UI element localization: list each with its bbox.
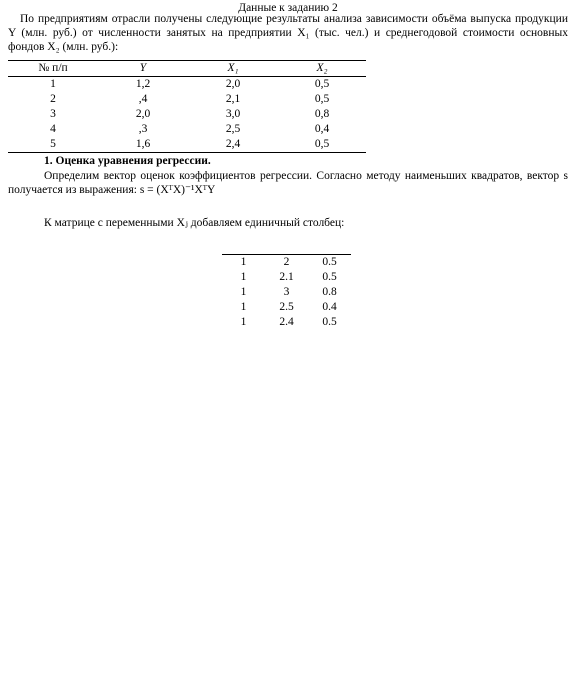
- table-row: [222, 285, 351, 300]
- matrix-table: [222, 254, 351, 330]
- matrix-intro-text: К матрице с переменными Xⱼ добавляем единичный столбец:: [44, 217, 345, 229]
- cell: 2,5: [225, 122, 241, 135]
- table-row: [8, 77, 366, 93]
- table-row: [8, 107, 366, 122]
- cell: 2,4: [225, 137, 241, 150]
- table-row: [222, 300, 351, 315]
- document-title: Данные к заданию 2: [238, 2, 338, 14]
- data-table-header: [8, 61, 366, 77]
- cell: 3,0: [225, 107, 241, 120]
- section-heading: 1. Оценка уравнения регрессии.: [44, 155, 211, 167]
- intro-paragraph: [8, 13, 568, 54]
- cell: 2,0: [225, 77, 241, 90]
- cell: 1,2: [135, 77, 151, 90]
- header-x2: X₂: [316, 61, 328, 74]
- cell: 0,5: [314, 77, 330, 90]
- cell: 5: [50, 137, 56, 150]
- cell: 1: [240, 255, 247, 268]
- table-row: [222, 315, 351, 330]
- cell: 0,4: [314, 122, 330, 135]
- cell: 0,5: [314, 92, 330, 105]
- regression-paragraph: [8, 170, 568, 198]
- cell: 0.4: [322, 300, 337, 313]
- cell: 1,6: [135, 137, 151, 150]
- intro-text: По предприятиям отрасли получены следующие результаты анализа зависимости объёма выпуска продукции Y (млн. руб.) от численности занятых на предприятии X₁ (тыс. чел.) и среднегодовой стоимости основных фондов X₂ (млн. руб.):: [8, 13, 568, 53]
- cell: 2.4: [279, 315, 294, 328]
- table-row: [222, 270, 351, 285]
- cell: 0.5: [322, 315, 337, 328]
- cell: 1: [240, 315, 247, 328]
- cell: ,4: [138, 92, 148, 105]
- cell: 0.8: [322, 285, 337, 298]
- cell: 2.5: [279, 300, 294, 313]
- cell: 3: [283, 285, 290, 298]
- cell: 2,1: [225, 92, 241, 105]
- table-row: [8, 122, 366, 137]
- cell: 4: [50, 122, 56, 135]
- cell: 1: [240, 300, 247, 313]
- regression-text: Определим вектор оценок коэффициентов регрессии. Согласно методу наименьших квадратов, вектор s получается из выражения: s = (XᵀX)⁻¹XᵀY: [8, 170, 568, 196]
- table-row: [8, 92, 366, 107]
- header-x1: X₁: [227, 61, 239, 74]
- cell: 0,8: [314, 107, 330, 120]
- cell: 0,5: [314, 137, 330, 150]
- cell: ,3: [138, 122, 148, 135]
- cell: 2: [50, 92, 56, 105]
- cell: 0.5: [322, 255, 337, 268]
- header-y: Y: [139, 61, 147, 74]
- cell: 1: [240, 285, 247, 298]
- cell: 2,0: [135, 107, 151, 120]
- header-index: № п/п: [38, 61, 68, 74]
- cell: 0.5: [322, 270, 337, 283]
- cell: 1: [50, 77, 56, 90]
- cell: 3: [50, 107, 56, 120]
- data-table: [8, 60, 366, 153]
- table-row: [8, 137, 366, 153]
- cell: 2: [283, 255, 290, 268]
- cell: 2.1: [279, 270, 294, 283]
- cell: 1: [240, 270, 247, 283]
- table-row: [222, 255, 351, 271]
